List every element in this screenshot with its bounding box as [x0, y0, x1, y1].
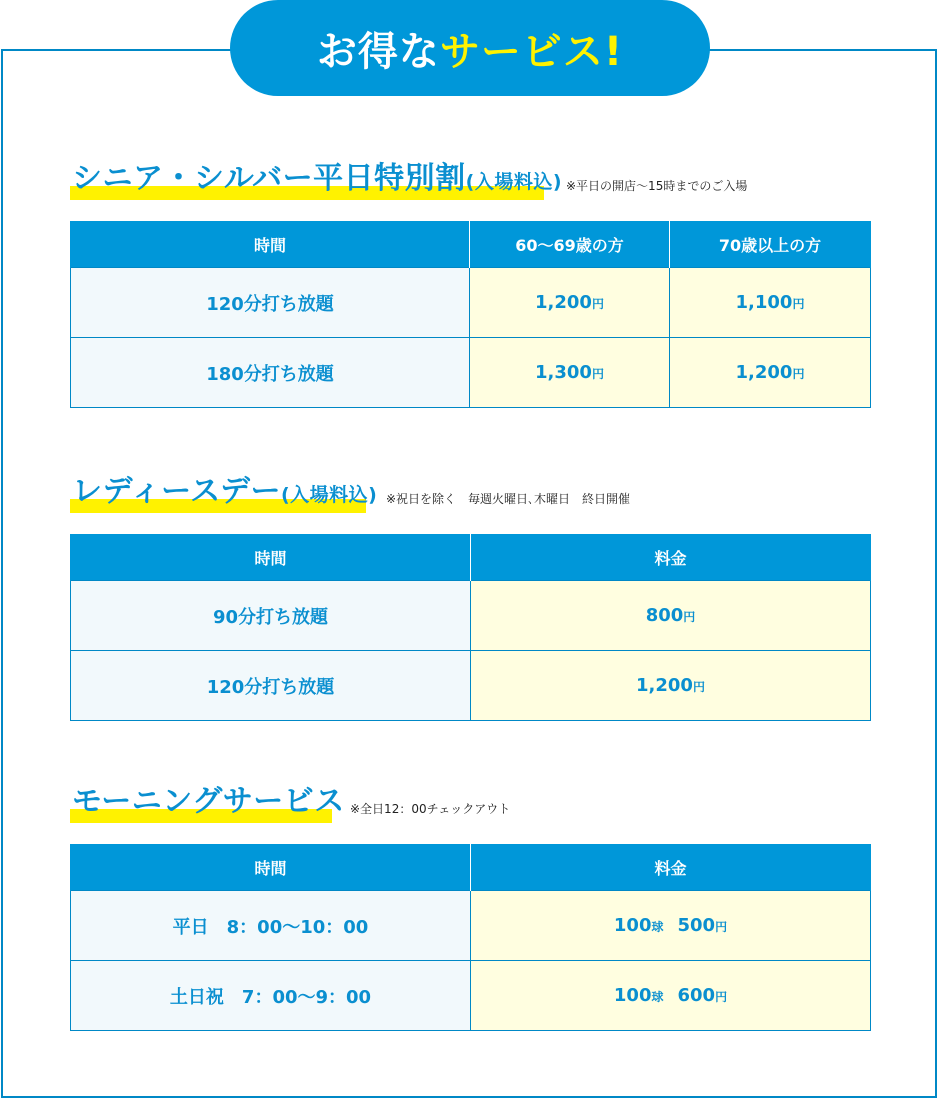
morning-section — [70, 783, 870, 1008]
row-label: 90分打ち放題 — [71, 581, 471, 651]
header-price: 料金 — [471, 534, 871, 581]
header-price: 料金 — [471, 844, 871, 891]
ladies-price-table — [70, 534, 871, 721]
banner-title-yellow: サービス! — [439, 28, 624, 75]
table-row — [71, 338, 871, 408]
table-row — [71, 961, 871, 1031]
morning-heading: モーニングサービス — [72, 784, 345, 819]
header-time: 時間 — [71, 221, 470, 268]
row-label: 120分打ち放題 — [71, 268, 470, 338]
ladies-heading: レディースデー(入場料込) — [72, 474, 378, 509]
table-header-row — [71, 534, 871, 581]
senior-section — [70, 160, 870, 385]
price-cell: 800円 — [471, 581, 871, 651]
table-row — [71, 581, 871, 651]
ladies-section — [70, 473, 870, 698]
row-label: 土日祝 7：00〜9：00 — [71, 961, 471, 1031]
senior-price-table — [70, 221, 871, 408]
senior-heading: シニア・シルバー平日特別割(入場料込) — [72, 161, 563, 196]
table-row — [71, 268, 871, 338]
table-row — [71, 651, 871, 721]
row-label: 180分打ち放題 — [71, 338, 470, 408]
ladies-note: ※祝日を除く 毎週火曜日､木曜日 終日開催 — [386, 492, 631, 506]
header-age-60-69: 60〜69歳の方 — [470, 221, 670, 268]
price-cell: 1,200円 — [670, 338, 871, 408]
row-label: 120分打ち放題 — [71, 651, 471, 721]
morning-note: ※全日12：00チェックアウト — [350, 802, 511, 816]
price-cell: 100球 600円 — [471, 961, 871, 1031]
table-header-row — [71, 221, 871, 268]
price-cell: 100球 500円 — [471, 891, 871, 961]
price-cell: 1,200円 — [471, 651, 871, 721]
services-banner — [230, 0, 710, 96]
banner-title-white: お得な — [316, 28, 440, 75]
row-label: 平日 8：00〜10：00 — [71, 891, 471, 961]
senior-note: ※平日の開店〜15時までのご入場 — [566, 179, 748, 193]
price-cell: 1,200円 — [470, 268, 670, 338]
price-cell: 1,100円 — [670, 268, 871, 338]
table-header-row — [71, 844, 871, 891]
table-row — [71, 891, 871, 961]
price-cell: 1,300円 — [470, 338, 670, 408]
morning-price-table — [70, 844, 871, 1031]
header-time: 時間 — [71, 534, 471, 581]
header-age-70-plus: 70歳以上の方 — [670, 221, 871, 268]
header-time: 時間 — [71, 844, 471, 891]
